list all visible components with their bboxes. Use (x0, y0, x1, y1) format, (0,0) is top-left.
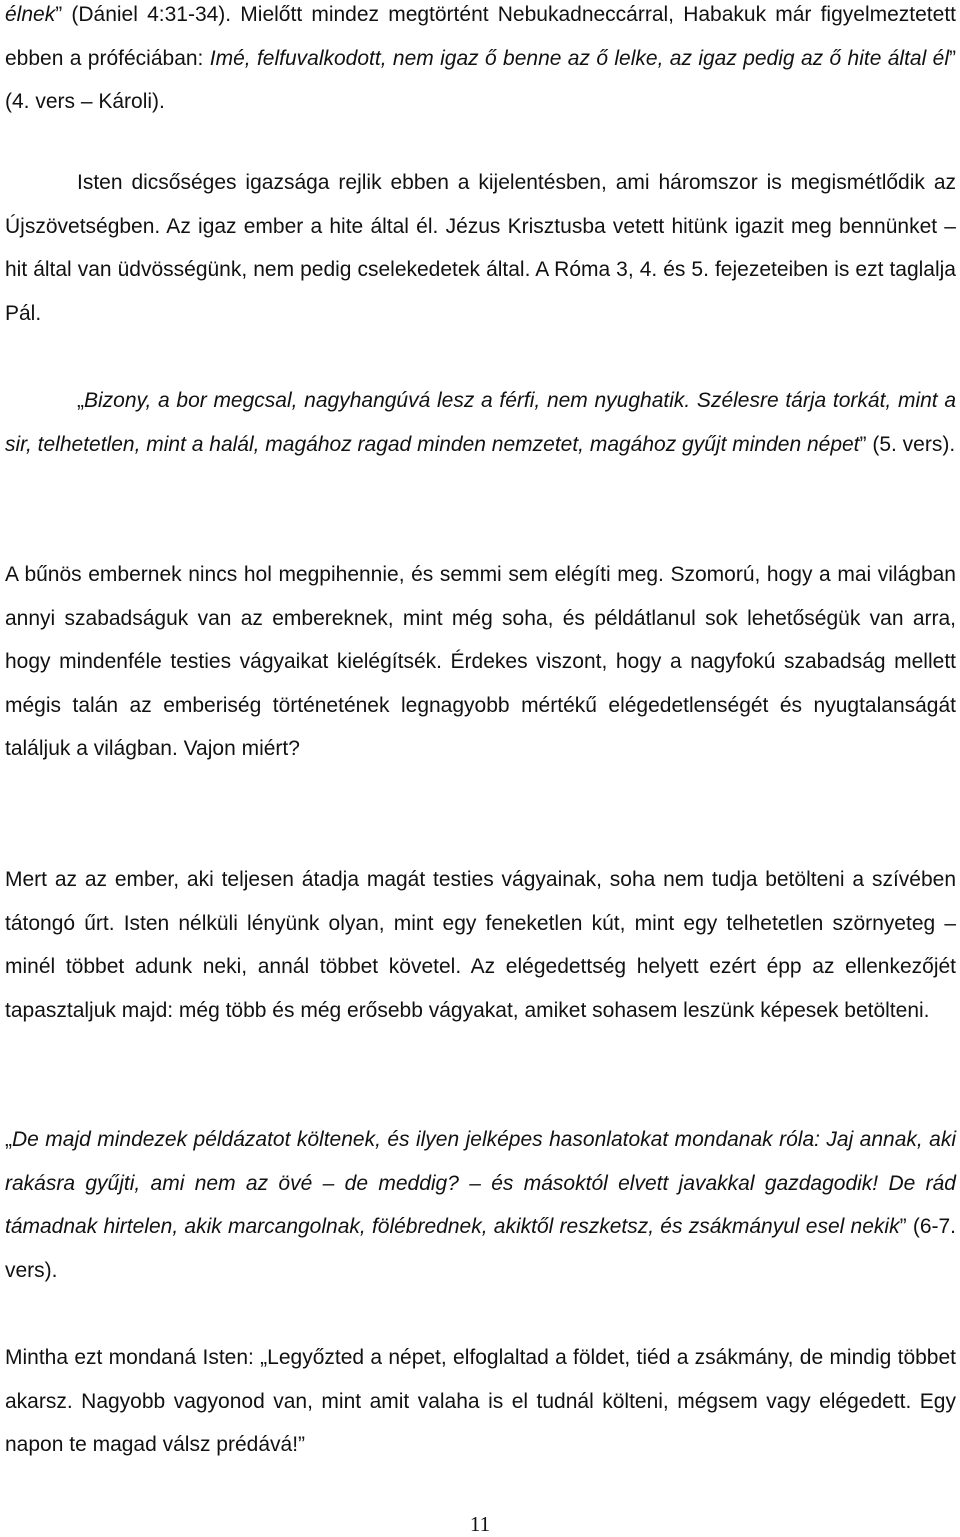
body-text: ” (4. vers – Károli). (5, 46, 956, 114)
italic-quote-text: Imé, felfuvalkodott, nem igaz ő benne az ő lelke, az igaz pedig az ő hite által él (209, 46, 949, 70)
body-text: Mert az az ember, aki teljesen átadja magát testies vágyainak, soha nem tudja betölteni a szívében tátongó űrt. Isten nélküli lényünk olyan, mint egy feneketlen kút, mint egy telhetetlen szörnyeteg – minél többet adunk neki, annál többet követel. Az elégedettség helyett ezért épp az ellenkezőjét tapasztaljuk majd: még több és még erősebb vágyakat, amiket sohasem leszünk képesek betölteni. (5, 868, 956, 1022)
body-text: Mintha ezt mondaná Isten: „Legyőzted a népet, elfoglaltad a földet, tiéd a zsákmány, de mindig többet akarsz. Nagyobb vagyonod van, mint amit valaha is el tudnál költeni, mégsem vagy elégedett. Egy napon te magad válsz prédává!” (5, 1346, 956, 1457)
paragraph-5 (5, 858, 956, 1032)
body-text: „ (5, 1128, 12, 1151)
body-text: „ (77, 389, 84, 412)
body-text: A bűnös embernek nincs hol megpihennie, és semmi sem elégíti meg. Szomorú, hogy a mai világban annyi szabadságuk van az embereknek, mint még soha, és példátlanul sok lehetőségük van arra, hogy mindenféle testies vágyaikat kielégítsék. Érdekes viszont, hogy a nagyfokú szabadság mellett mégis talán az emberiség történetének legnagyobb mértékű elégedetlenségét és nyugtalanságát találjuk a világban. Vajon miért? (5, 563, 956, 761)
italic-quote-text: Bizony, a bor megcsal, nagyhangúvá lesz a férfi, nem nyughatik. Szélesre tárja torkát, mint a sir, telhetetlen, mint a halál, magához ragad minden nemzetet, magához gyűjt minden népet (5, 389, 956, 456)
italic-quote-text: De majd mindezek példázatot költenek, és ilyen jelképes hasonlatokat mondanak róla: Jaj annak, aki rakásra gyűjti, ami nem az övé – de meddig? – és másoktól elvett javakkal gazdagodik! De rád támadnak hirtelen, akik marcangolnak, fölébrednek, akiktől reszketsz, és zsákmányul esel nekik (5, 1128, 956, 1239)
paragraph-7 (5, 1336, 956, 1467)
body-text: Isten dicsőséges igazsága rejlik ebben a kijelentésben, ami háromszor is megismétlődik az Újszövetségben. Az igaz ember a hite által él. Jézus Krisztusba vetett hitünk igazit meg bennünket – hit által van üdvösségünk, nem pedig cselekedetek által. A Róma 3, 4. és 5. fejezeteiben is ezt taglalja Pál. (5, 171, 956, 325)
paragraph-2 (5, 161, 956, 335)
paragraph-3 (5, 379, 956, 466)
body-text: ” (5. vers). (859, 432, 956, 456)
paragraph-6 (5, 1118, 956, 1292)
page-number: 11 (469, 1512, 491, 1536)
body-text: ” (6-7. vers). (5, 1215, 956, 1282)
paragraph-1 (5, 0, 956, 124)
italic-quote-text: élnek (5, 3, 56, 26)
body-text: ” (Dániel 4:31-34). Mielőtt mindez megtörtént Nebukadneccárral, Habakuk már figyelmeztetett ebben a próféciában: (5, 3, 956, 70)
paragraph-4 (5, 553, 956, 771)
